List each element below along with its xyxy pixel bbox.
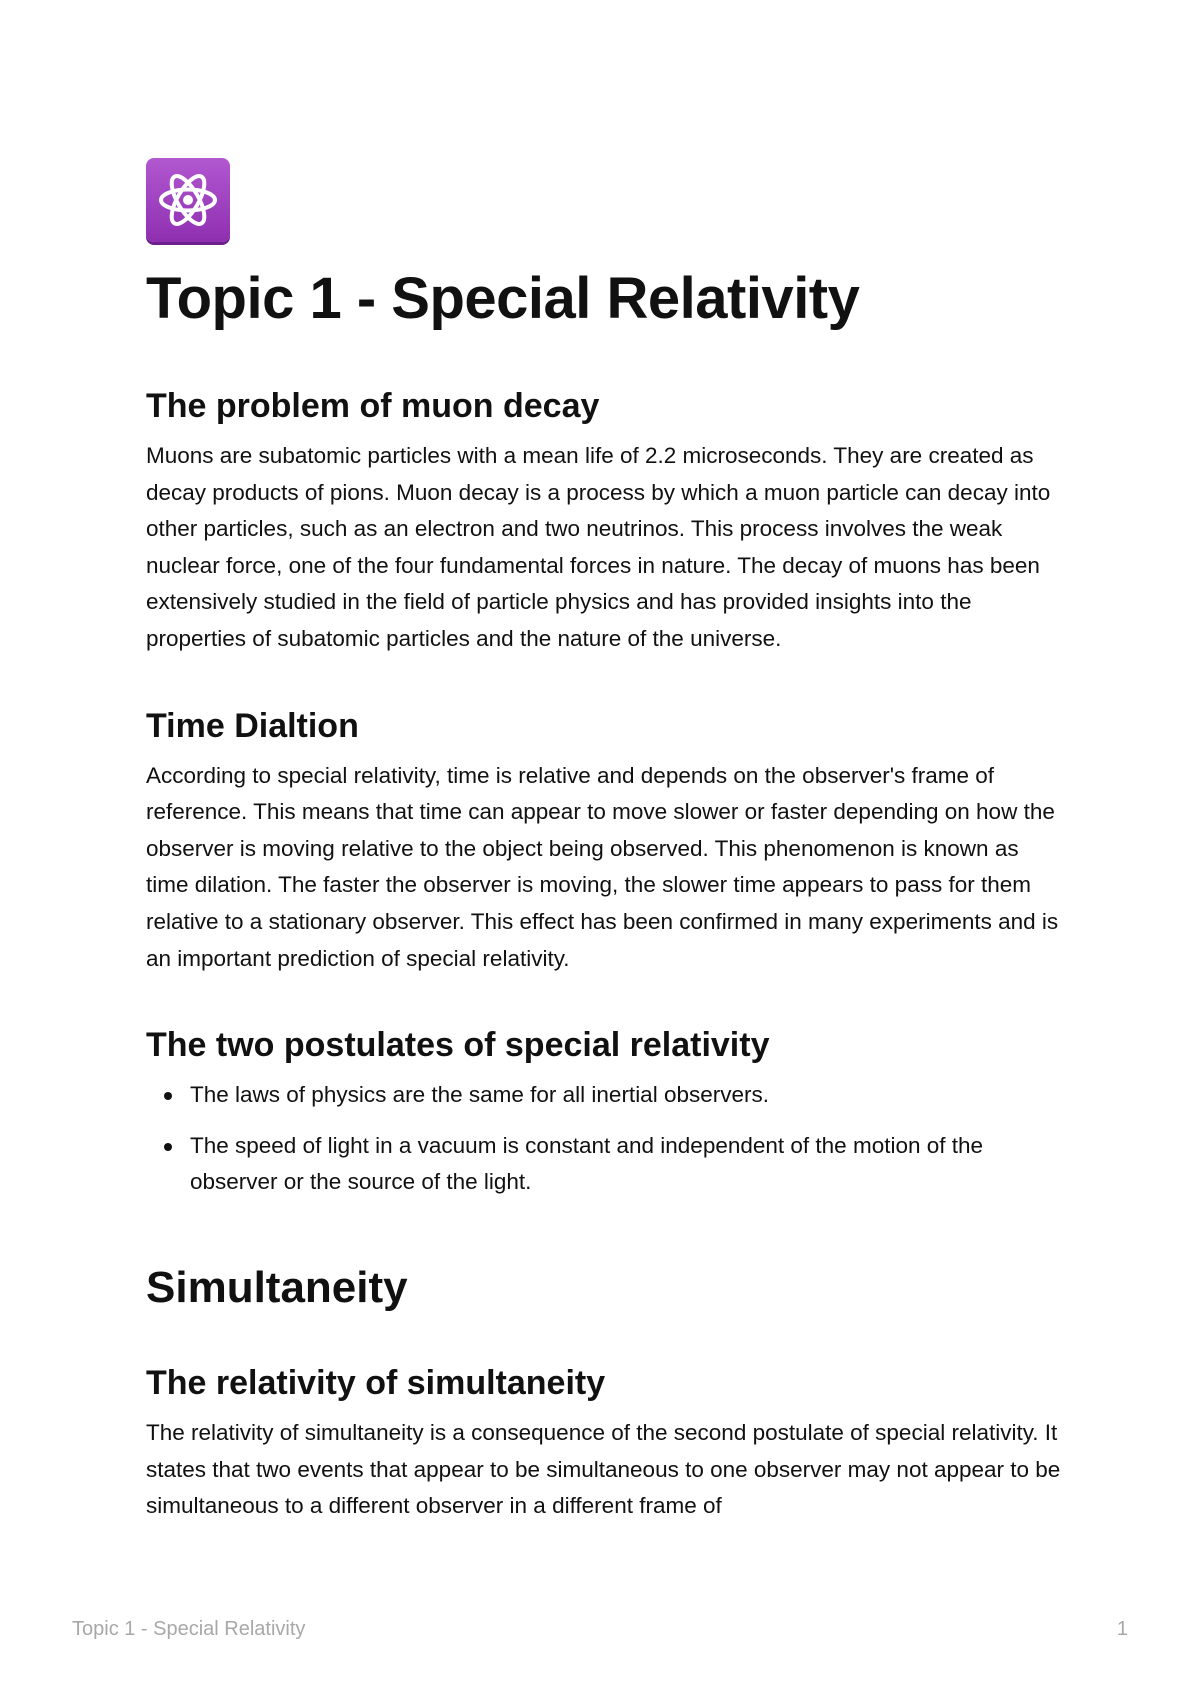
list-item: The laws of physics are the same for all inertial observers.	[190, 1077, 1066, 1114]
footer-page-number: 1	[1116, 1618, 1128, 1640]
page-footer	[72, 1618, 1128, 1641]
paragraph-relativity-of-simultaneity: The relativity of simultaneity is a consequence of the second postulate of special relativity. It states that two events that appear to be simultaneous to one observer may not appear to be simultaneous to a different observer in a different frame of	[146, 1419, 1061, 1519]
footer-title: Topic 1 - Special Relativity	[72, 1618, 306, 1640]
paragraph-muon-decay: Muons are subatomic particles with a mean life of 2.2 microseconds. They are created as decay products of pions. Muon decay is a process by which a muon particle can decay into other particles, such as an electron and two neutrinos. This process involves the weak nuclear force, one of the four fundamental forces in nature. The decay of muons has been extensively studied in the field of particle physics and has provided insights into the properties of subatomic particles and the nature of the universe.	[146, 443, 1051, 651]
heading-simultaneity: Simultaneity	[146, 1262, 408, 1312]
list-item: The speed of light in a vacuum is constant and independent of the motion of the observer or the source of the light.	[190, 1128, 1066, 1201]
postulates-list	[146, 1077, 1066, 1201]
heading-muon-decay: The problem of muon decay	[146, 387, 600, 425]
heading-relativity-of-simultaneity: The relativity of simultaneity	[146, 1363, 606, 1402]
page-title: Topic 1 - Special Relativity	[146, 266, 860, 331]
atom-icon	[146, 158, 230, 242]
heading-postulates: The two postulates of special relativity	[146, 1026, 770, 1065]
heading-time-dilation: Time Dialtion	[146, 706, 359, 745]
page-content	[146, 158, 1066, 1525]
paragraph-time-dilation: According to special relativity, time is relative and depends on the observer's frame of reference. This means that time can appear to move slower or faster depending on how the observer is moving relative to the object being observed. This phenomenon is known as time dilation. The faster the observer is moving, the slower time appears to pass for them relative to a stationary observer. This effect has been confirmed in many experiments and is an important prediction of special relativity.	[146, 762, 1059, 971]
